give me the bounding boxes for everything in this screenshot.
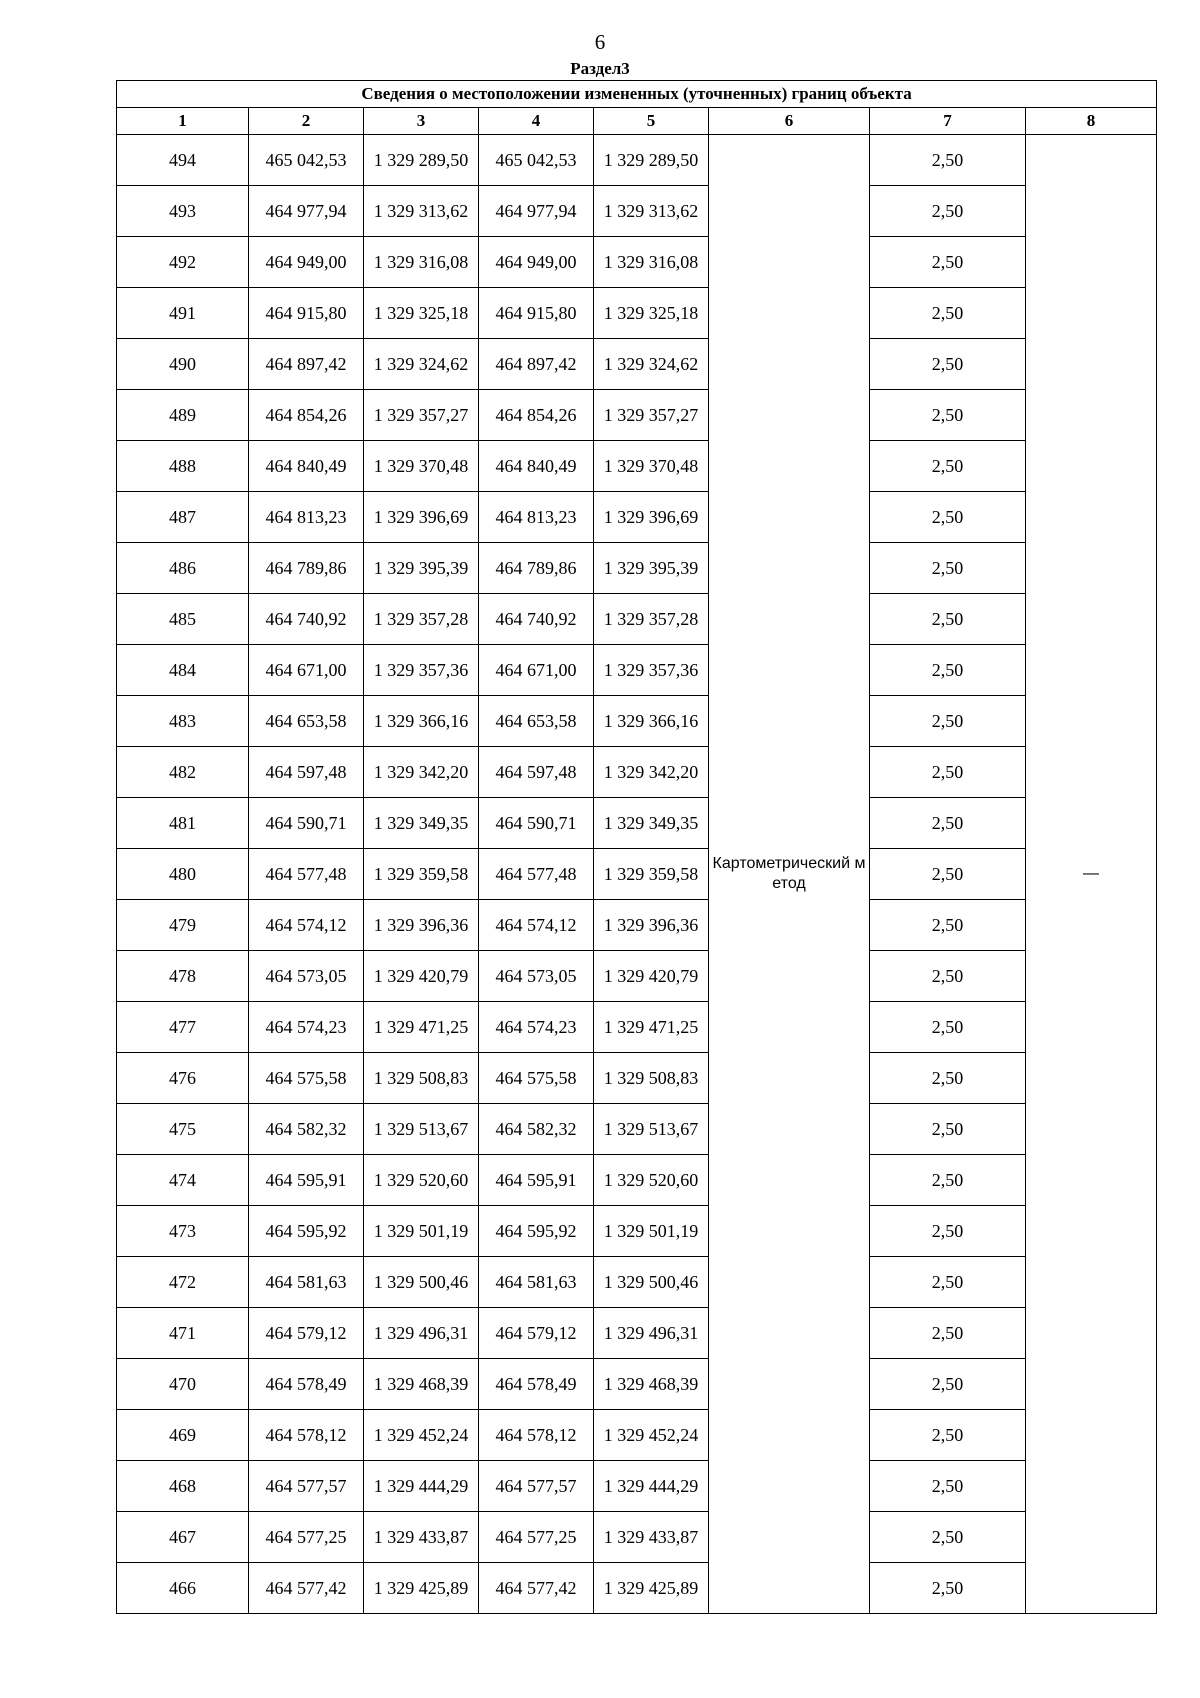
x-old-cell: 464 582,32 [249,1104,364,1155]
table-row [117,1155,1157,1206]
x-new-cell: 464 581,63 [479,1257,594,1308]
y-old-cell: 1 329 325,18 [364,288,479,339]
accuracy-cell: 2,50 [870,1359,1026,1410]
accuracy-cell: 2,50 [870,1461,1026,1512]
x-old-cell: 464 897,42 [249,339,364,390]
point-number-cell: 484 [117,645,249,696]
y-new-cell: 1 329 289,50 [594,135,709,186]
x-old-cell: 464 577,48 [249,849,364,900]
point-number-cell: 470 [117,1359,249,1410]
accuracy-cell: 2,50 [870,594,1026,645]
point-number-cell: 468 [117,1461,249,1512]
point-number-cell: 488 [117,441,249,492]
y-new-cell: 1 329 508,83 [594,1053,709,1104]
x-new-cell: 464 579,12 [479,1308,594,1359]
table-row [117,1002,1157,1053]
x-old-cell: 464 595,92 [249,1206,364,1257]
y-old-cell: 1 329 501,19 [364,1206,479,1257]
x-old-cell: 464 595,91 [249,1155,364,1206]
y-old-cell: 1 329 396,36 [364,900,479,951]
y-old-cell: 1 329 349,35 [364,798,479,849]
point-number-cell: 489 [117,390,249,441]
x-old-cell: 464 789,86 [249,543,364,594]
y-old-cell: 1 329 520,60 [364,1155,479,1206]
point-number-cell: 467 [117,1512,249,1563]
x-old-cell: 464 854,26 [249,390,364,441]
y-old-cell: 1 329 359,58 [364,849,479,900]
y-old-cell: 1 329 357,36 [364,645,479,696]
table-row [117,390,1157,441]
point-number-cell: 469 [117,1410,249,1461]
accuracy-cell: 2,50 [870,186,1026,237]
y-new-cell: 1 329 496,31 [594,1308,709,1359]
point-number-cell: 481 [117,798,249,849]
accuracy-cell: 2,50 [870,900,1026,951]
y-new-cell: 1 329 471,25 [594,1002,709,1053]
x-new-cell: 464 577,25 [479,1512,594,1563]
table-row [117,951,1157,1002]
point-number-cell: 478 [117,951,249,1002]
section-title: Раздел3 [570,59,630,78]
accuracy-cell: 2,50 [870,1104,1026,1155]
x-new-cell: 464 949,00 [479,237,594,288]
point-number-cell: 485 [117,594,249,645]
point-number-cell: 477 [117,1002,249,1053]
x-new-cell: 465 042,53 [479,135,594,186]
x-old-cell: 464 577,57 [249,1461,364,1512]
y-old-cell: 1 329 513,67 [364,1104,479,1155]
point-number-cell: 482 [117,747,249,798]
y-old-cell: 1 329 316,08 [364,237,479,288]
y-old-cell: 1 329 395,39 [364,543,479,594]
accuracy-cell: 2,50 [870,390,1026,441]
method-cell: Картометрический метод [709,135,870,1614]
y-new-cell: 1 329 359,58 [594,849,709,900]
table-row [117,543,1157,594]
y-old-cell: 1 329 370,48 [364,441,479,492]
y-new-cell: 1 329 468,39 [594,1359,709,1410]
accuracy-cell: 2,50 [870,543,1026,594]
x-new-cell: 464 789,86 [479,543,594,594]
x-new-cell: 464 575,58 [479,1053,594,1104]
point-number-cell: 494 [117,135,249,186]
y-new-cell: 1 329 357,28 [594,594,709,645]
y-new-cell: 1 329 395,39 [594,543,709,594]
y-new-cell: 1 329 342,20 [594,747,709,798]
accuracy-cell: 2,50 [870,1002,1026,1053]
x-old-cell: 464 597,48 [249,747,364,798]
page-number: 6 [594,30,606,54]
table-body [117,135,1157,1614]
table-row [117,441,1157,492]
accuracy-cell: 2,50 [870,288,1026,339]
point-number-cell: 475 [117,1104,249,1155]
y-new-cell: 1 329 396,69 [594,492,709,543]
column-number: 4 [479,108,594,135]
x-new-cell: 464 577,48 [479,849,594,900]
table-row [117,186,1157,237]
x-new-cell: 464 595,92 [479,1206,594,1257]
accuracy-cell: 2,50 [870,339,1026,390]
table-row [117,135,1157,186]
accuracy-cell: 2,50 [870,645,1026,696]
y-old-cell: 1 329 468,39 [364,1359,479,1410]
table-row [117,339,1157,390]
x-new-cell: 464 578,12 [479,1410,594,1461]
x-old-cell: 464 573,05 [249,951,364,1002]
accuracy-cell: 2,50 [870,798,1026,849]
x-old-cell: 464 813,23 [249,492,364,543]
x-new-cell: 464 597,48 [479,747,594,798]
table-row [117,645,1157,696]
y-new-cell: 1 329 316,08 [594,237,709,288]
x-old-cell: 464 579,12 [249,1308,364,1359]
column-number: 5 [594,108,709,135]
y-old-cell: 1 329 357,28 [364,594,479,645]
x-old-cell: 464 977,94 [249,186,364,237]
point-number-cell: 473 [117,1206,249,1257]
y-old-cell: 1 329 289,50 [364,135,479,186]
point-number-cell: 480 [117,849,249,900]
point-number-cell: 490 [117,339,249,390]
x-new-cell: 464 577,42 [479,1563,594,1614]
y-old-cell: 1 329 366,16 [364,696,479,747]
column-number: 8 [1026,108,1157,135]
accuracy-cell: 2,50 [870,1155,1026,1206]
y-new-cell: 1 329 357,27 [594,390,709,441]
x-new-cell: 464 897,42 [479,339,594,390]
x-old-cell: 464 581,63 [249,1257,364,1308]
y-new-cell: 1 329 366,16 [594,696,709,747]
y-old-cell: 1 329 357,27 [364,390,479,441]
point-number-cell: 492 [117,237,249,288]
x-new-cell: 464 977,94 [479,186,594,237]
accuracy-cell: 2,50 [870,1257,1026,1308]
table-row [117,1257,1157,1308]
x-new-cell: 464 813,23 [479,492,594,543]
accuracy-cell: 2,50 [870,951,1026,1002]
point-number-cell: 474 [117,1155,249,1206]
x-new-cell: 464 854,26 [479,390,594,441]
x-new-cell: 464 653,58 [479,696,594,747]
y-new-cell: 1 329 501,19 [594,1206,709,1257]
boundary-table [116,80,1157,1614]
table-row [117,1308,1157,1359]
x-old-cell: 464 574,23 [249,1002,364,1053]
table-caption: Сведения о местоположении измененных (уточненных) границ объекта [117,81,1157,108]
x-new-cell: 464 577,57 [479,1461,594,1512]
y-new-cell: 1 329 396,36 [594,900,709,951]
x-old-cell: 464 578,49 [249,1359,364,1410]
y-old-cell: 1 329 452,24 [364,1410,479,1461]
table-caption-row [117,81,1157,108]
y-old-cell: 1 329 425,89 [364,1563,479,1614]
point-number-cell: 483 [117,696,249,747]
y-old-cell: 1 329 500,46 [364,1257,479,1308]
table-row [117,1359,1157,1410]
x-old-cell: 464 575,58 [249,1053,364,1104]
x-new-cell: 464 574,23 [479,1002,594,1053]
x-new-cell: 464 578,49 [479,1359,594,1410]
column-number: 3 [364,108,479,135]
x-new-cell: 464 573,05 [479,951,594,1002]
x-new-cell: 464 915,80 [479,288,594,339]
y-new-cell: 1 329 500,46 [594,1257,709,1308]
y-new-cell: 1 329 520,60 [594,1155,709,1206]
note-cell: — [1026,135,1157,1614]
x-old-cell: 464 578,12 [249,1410,364,1461]
y-new-cell: 1 329 324,62 [594,339,709,390]
y-new-cell: 1 329 513,67 [594,1104,709,1155]
accuracy-cell: 2,50 [870,237,1026,288]
accuracy-cell: 2,50 [870,492,1026,543]
accuracy-cell: 2,50 [870,441,1026,492]
y-new-cell: 1 329 420,79 [594,951,709,1002]
table-row [117,1461,1157,1512]
point-number-cell: 471 [117,1308,249,1359]
y-old-cell: 1 329 496,31 [364,1308,479,1359]
x-old-cell: 464 590,71 [249,798,364,849]
column-number: 7 [870,108,1026,135]
y-new-cell: 1 329 325,18 [594,288,709,339]
x-old-cell: 464 840,49 [249,441,364,492]
column-number: 2 [249,108,364,135]
table-row [117,1053,1157,1104]
point-number-cell: 479 [117,900,249,951]
y-new-cell: 1 329 357,36 [594,645,709,696]
accuracy-cell: 2,50 [870,1206,1026,1257]
accuracy-cell: 2,50 [870,1053,1026,1104]
y-new-cell: 1 329 425,89 [594,1563,709,1614]
point-number-cell: 476 [117,1053,249,1104]
point-number-cell: 493 [117,186,249,237]
table-row [117,1563,1157,1614]
y-new-cell: 1 329 349,35 [594,798,709,849]
x-new-cell: 464 840,49 [479,441,594,492]
x-new-cell: 464 582,32 [479,1104,594,1155]
table-row [117,237,1157,288]
x-old-cell: 464 574,12 [249,900,364,951]
accuracy-cell: 2,50 [870,1563,1026,1614]
column-number: 1 [117,108,249,135]
x-new-cell: 464 595,91 [479,1155,594,1206]
y-old-cell: 1 329 444,29 [364,1461,479,1512]
table-row [117,849,1157,900]
y-new-cell: 1 329 444,29 [594,1461,709,1512]
accuracy-cell: 2,50 [870,1410,1026,1461]
x-new-cell: 464 671,00 [479,645,594,696]
point-number-cell: 491 [117,288,249,339]
x-old-cell: 464 653,58 [249,696,364,747]
y-old-cell: 1 329 324,62 [364,339,479,390]
x-old-cell: 464 577,42 [249,1563,364,1614]
y-old-cell: 1 329 471,25 [364,1002,479,1053]
x-old-cell: 464 915,80 [249,288,364,339]
point-number-cell: 466 [117,1563,249,1614]
y-old-cell: 1 329 433,87 [364,1512,479,1563]
accuracy-cell: 2,50 [870,849,1026,900]
x-old-cell: 464 740,92 [249,594,364,645]
table-row [117,1410,1157,1461]
y-new-cell: 1 329 370,48 [594,441,709,492]
table-row [117,492,1157,543]
y-old-cell: 1 329 420,79 [364,951,479,1002]
x-old-cell: 464 577,25 [249,1512,364,1563]
table-row [117,696,1157,747]
table-row [117,900,1157,951]
x-new-cell: 464 590,71 [479,798,594,849]
y-new-cell: 1 329 452,24 [594,1410,709,1461]
table-row [117,747,1157,798]
accuracy-cell: 2,50 [870,1308,1026,1359]
column-number-row [117,108,1157,135]
y-old-cell: 1 329 313,62 [364,186,479,237]
point-number-cell: 487 [117,492,249,543]
x-old-cell: 465 042,53 [249,135,364,186]
y-old-cell: 1 329 342,20 [364,747,479,798]
table-row [117,1512,1157,1563]
table-row [117,1104,1157,1155]
accuracy-cell: 2,50 [870,135,1026,186]
table-row [117,798,1157,849]
y-old-cell: 1 329 508,83 [364,1053,479,1104]
table-row [117,1206,1157,1257]
accuracy-cell: 2,50 [870,747,1026,798]
accuracy-cell: 2,50 [870,1512,1026,1563]
table-row [117,594,1157,645]
x-old-cell: 464 671,00 [249,645,364,696]
x-new-cell: 464 574,12 [479,900,594,951]
x-old-cell: 464 949,00 [249,237,364,288]
x-new-cell: 464 740,92 [479,594,594,645]
column-number: 6 [709,108,870,135]
point-number-cell: 486 [117,543,249,594]
accuracy-cell: 2,50 [870,696,1026,747]
table-row [117,288,1157,339]
y-new-cell: 1 329 433,87 [594,1512,709,1563]
y-new-cell: 1 329 313,62 [594,186,709,237]
y-old-cell: 1 329 396,69 [364,492,479,543]
point-number-cell: 472 [117,1257,249,1308]
